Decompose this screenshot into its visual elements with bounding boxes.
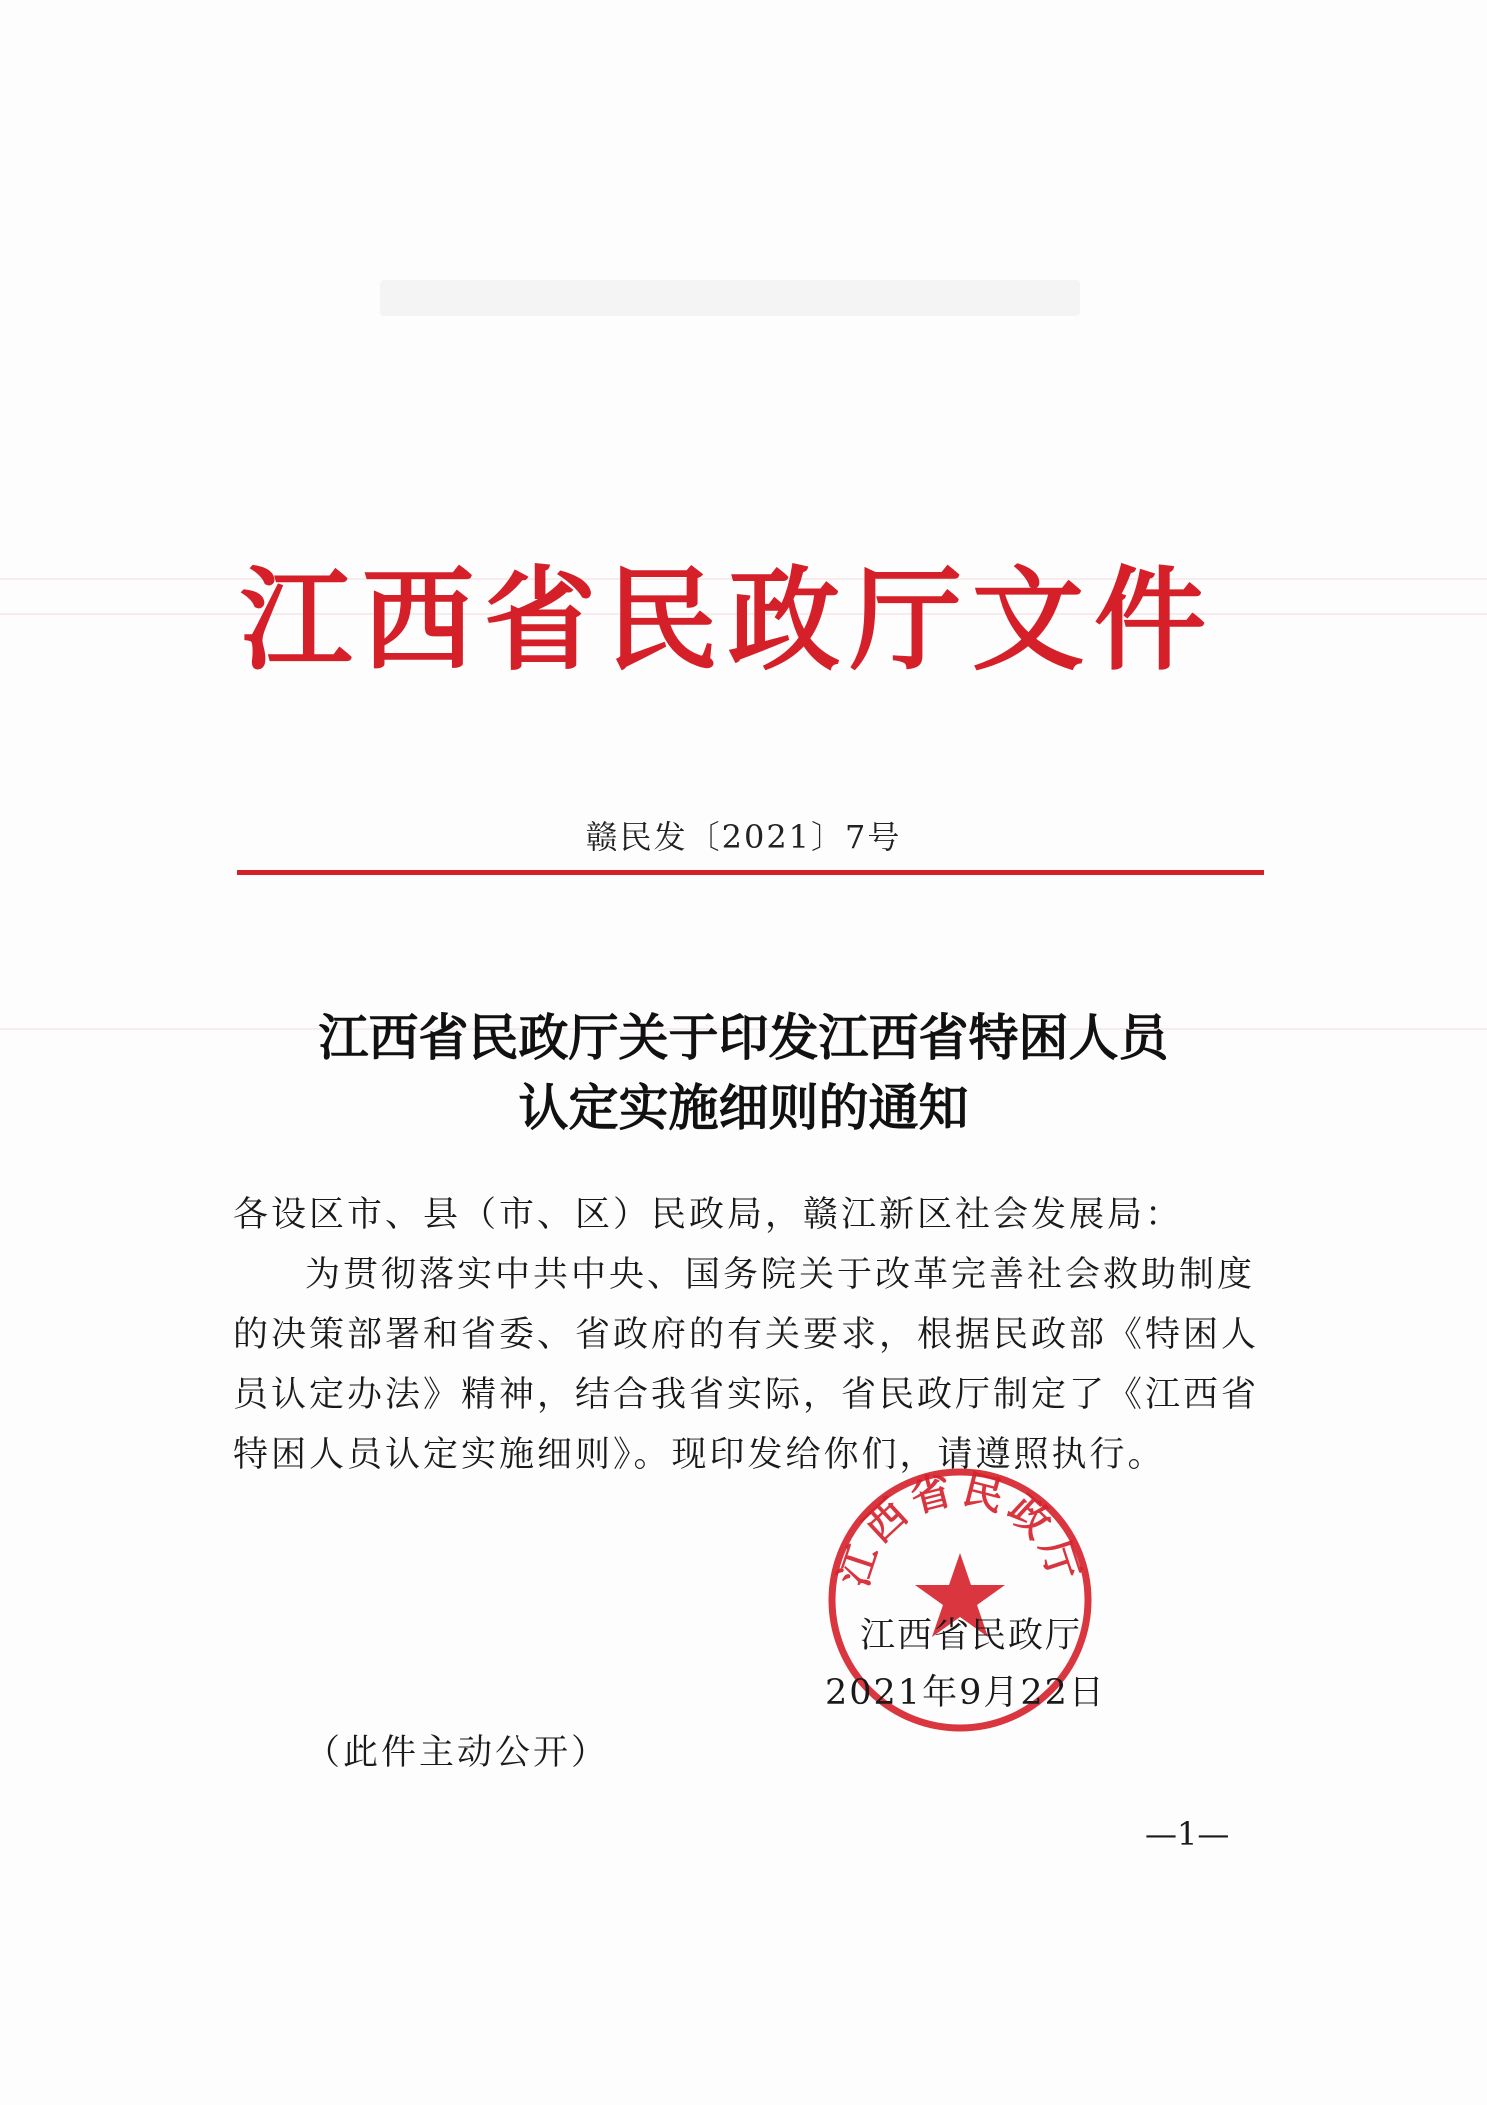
salutation: 各设区市、县（市、区）民政局，赣江新区社会发展局：	[233, 1195, 1184, 1235]
notice-title-line-1: 江西省民政厅关于印发江西省特困人员	[318, 1008, 1169, 1067]
document-number: 赣民发〔2021〕7号	[585, 818, 902, 856]
red-divider-line	[237, 870, 1264, 875]
public-disclosure-note: （此件主动公开）	[305, 1733, 610, 1773]
svg-text:江西省民政厅: 江西省民政厅	[831, 1466, 1089, 1593]
document-header-title: 江西省民政厅文件	[240, 556, 1216, 686]
page-number: —1—	[1145, 1815, 1230, 1853]
notice-title	[0, 1003, 1487, 1143]
document-body	[233, 1185, 1273, 1485]
notice-title-line-2: 认定实施细则的通知	[518, 1078, 969, 1137]
signature-organization: 江西省民政厅	[860, 1616, 1083, 1656]
show-through-text	[380, 280, 1080, 316]
signature-date: 2021年9月22日	[825, 1673, 1106, 1713]
body-paragraph: 为贯彻落实中共中央、国务院关于改革完善社会救助制度的决策部署和省委、省政府的有关要求，根据民政部《特困人员认定办法》精神，结合我省实际，省民政厅制定了《江西省特困人员认定实施细则》。现印发给你们，请遵照执行。	[233, 1255, 1260, 1475]
